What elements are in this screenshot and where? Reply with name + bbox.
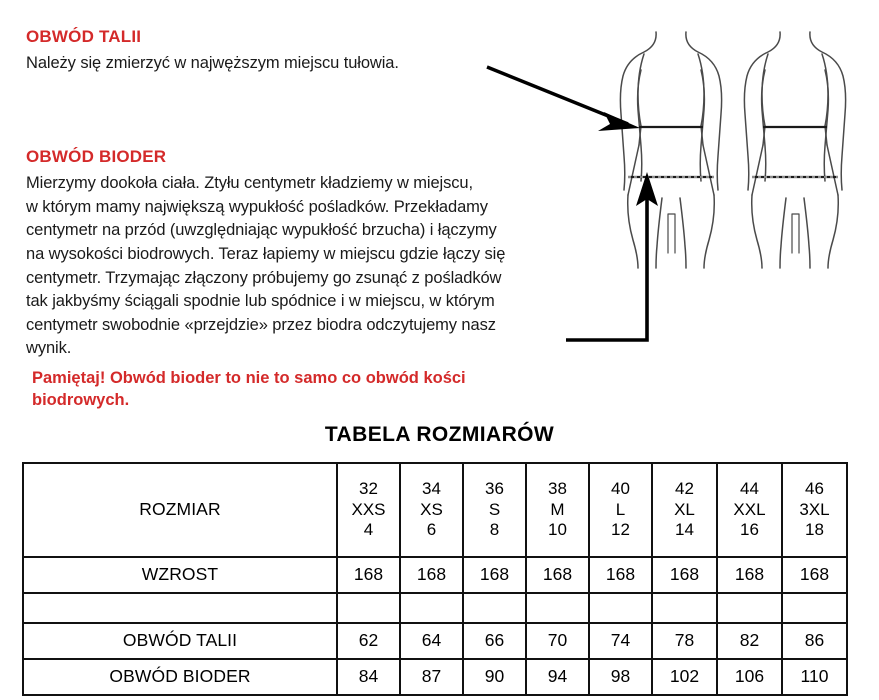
- table-cell: 106: [717, 659, 782, 695]
- table-row-spacer: [23, 593, 847, 623]
- size-eu: 42: [675, 478, 694, 498]
- size-column-7: [782, 463, 847, 557]
- hips-warning: [26, 367, 626, 412]
- table-cell: 82: [717, 623, 782, 659]
- row-label: OBWÓD BIODER: [23, 659, 337, 695]
- table-cell: [337, 593, 400, 623]
- hips-body: [26, 172, 626, 361]
- table-cell: 78: [652, 623, 717, 659]
- table-cell: 110: [782, 659, 847, 695]
- size-letter: L: [615, 499, 626, 519]
- table-cell: 168: [589, 557, 652, 593]
- row-label-rozmiar: ROZMIAR: [23, 463, 337, 557]
- size-eu: 36: [485, 478, 504, 498]
- table-cell: 66: [463, 623, 526, 659]
- size-letter: XXL: [733, 499, 766, 519]
- hips-body-line: w którym mamy największą wypukłość pośladków. Przekładamy: [26, 197, 488, 216]
- table-cell: 168: [652, 557, 717, 593]
- size-table-wrap: [22, 462, 846, 696]
- size-letter: 3XL: [799, 499, 830, 519]
- table-cell: [400, 593, 463, 623]
- hips-body-line: centymetr na przód (uwzględniając wypukłość brzucha) i łączymy: [26, 221, 497, 240]
- female-torso-front: [620, 32, 721, 268]
- hips-body-line: na wysokości biodrowych. Teraz łapiemy w miejscu gdzie łączy się: [26, 245, 506, 264]
- table-cell: [526, 593, 589, 623]
- torso-figures-svg: [600, 18, 879, 278]
- table-cell: [652, 593, 717, 623]
- size-uk: 8: [489, 520, 500, 540]
- size-letter: XS: [420, 499, 443, 519]
- table-cell: 168: [337, 557, 400, 593]
- size-uk: 10: [548, 520, 567, 540]
- size-eu: 44: [740, 478, 759, 498]
- hips-body-line: centymetr. Trzymając złączony próbujemy go zsunąć z pośladków: [26, 268, 502, 287]
- table-cell: 70: [526, 623, 589, 659]
- row-label: OBWÓD TALII: [23, 623, 337, 659]
- size-eu: 32: [359, 478, 378, 498]
- row-label: [23, 593, 337, 623]
- hips-body-line: centymetr swobodnie «przejdzie» przez biodra odczytujemy nasz: [26, 315, 496, 334]
- table-cell: 86: [782, 623, 847, 659]
- size-column-0: [337, 463, 400, 557]
- table-cell: 98: [589, 659, 652, 695]
- size-table-title: TABELA ROZMIARÓW: [324, 423, 555, 446]
- size-column-5: [652, 463, 717, 557]
- size-letter: XL: [674, 499, 695, 519]
- size-column-6: [717, 463, 782, 557]
- table-cell: 84: [337, 659, 400, 695]
- size-uk: 16: [740, 520, 759, 540]
- table-header-row: [23, 463, 847, 557]
- waist-body-line: Należy się zmierzyć w najwęższym miejscu tułowia.: [26, 54, 399, 73]
- table-cell: 94: [526, 659, 589, 695]
- table-cell: 62: [337, 623, 400, 659]
- table-row-obwod-talii: [23, 623, 847, 659]
- body-illustration: [600, 18, 879, 278]
- table-cell: 168: [526, 557, 589, 593]
- table-cell: [589, 593, 652, 623]
- size-uk: 14: [675, 520, 694, 540]
- waist-heading: OBWÓD TALII: [26, 27, 142, 46]
- hips-warning-line: Pamiętaj! Obwód bioder to nie to samo co obwód kości: [32, 369, 466, 387]
- table-cell: 102: [652, 659, 717, 695]
- table-cell: [717, 593, 782, 623]
- waist-body: [26, 52, 626, 76]
- size-column-3: [526, 463, 589, 557]
- table-cell: 64: [400, 623, 463, 659]
- size-uk: 18: [805, 520, 824, 540]
- size-eu: 46: [805, 478, 824, 498]
- size-letter: XXS: [351, 499, 386, 519]
- size-letter: M: [550, 499, 565, 519]
- table-cell: [782, 593, 847, 623]
- table-cell: 168: [782, 557, 847, 593]
- table-cell: [463, 593, 526, 623]
- hips-section: [26, 146, 626, 412]
- size-column-2: [463, 463, 526, 557]
- size-letter: S: [488, 499, 501, 519]
- waist-section: [26, 26, 626, 76]
- table-cell: 74: [589, 623, 652, 659]
- table-row-wzrost: [23, 557, 847, 593]
- table-cell: 168: [463, 557, 526, 593]
- table-cell: 90: [463, 659, 526, 695]
- row-label: WZROST: [23, 557, 337, 593]
- female-torso-back: [744, 32, 845, 268]
- size-uk: 6: [426, 520, 437, 540]
- hips-body-line: wynik.: [26, 339, 72, 358]
- size-eu: 40: [611, 478, 630, 498]
- table-cell: 87: [400, 659, 463, 695]
- table-cell: 168: [717, 557, 782, 593]
- table-row-obwod-bioder: [23, 659, 847, 695]
- size-eu: 38: [548, 478, 567, 498]
- size-column-1: [400, 463, 463, 557]
- size-eu: 34: [422, 478, 441, 498]
- size-table: [22, 462, 848, 696]
- hips-body-line: tak jakbyśmy ściągali spodnie lub spódnice i w miejscu, w którym: [26, 292, 495, 311]
- hips-heading: OBWÓD BIODER: [26, 147, 167, 166]
- hips-warning-line: biodrowych.: [32, 391, 130, 410]
- size-uk: 4: [363, 520, 374, 540]
- size-column-4: [589, 463, 652, 557]
- hips-body-line: Mierzymy dookoła ciała. Ztyłu centymetr kładziemy w miejscu,: [26, 174, 473, 193]
- table-cell: 168: [400, 557, 463, 593]
- size-uk: 12: [611, 520, 630, 540]
